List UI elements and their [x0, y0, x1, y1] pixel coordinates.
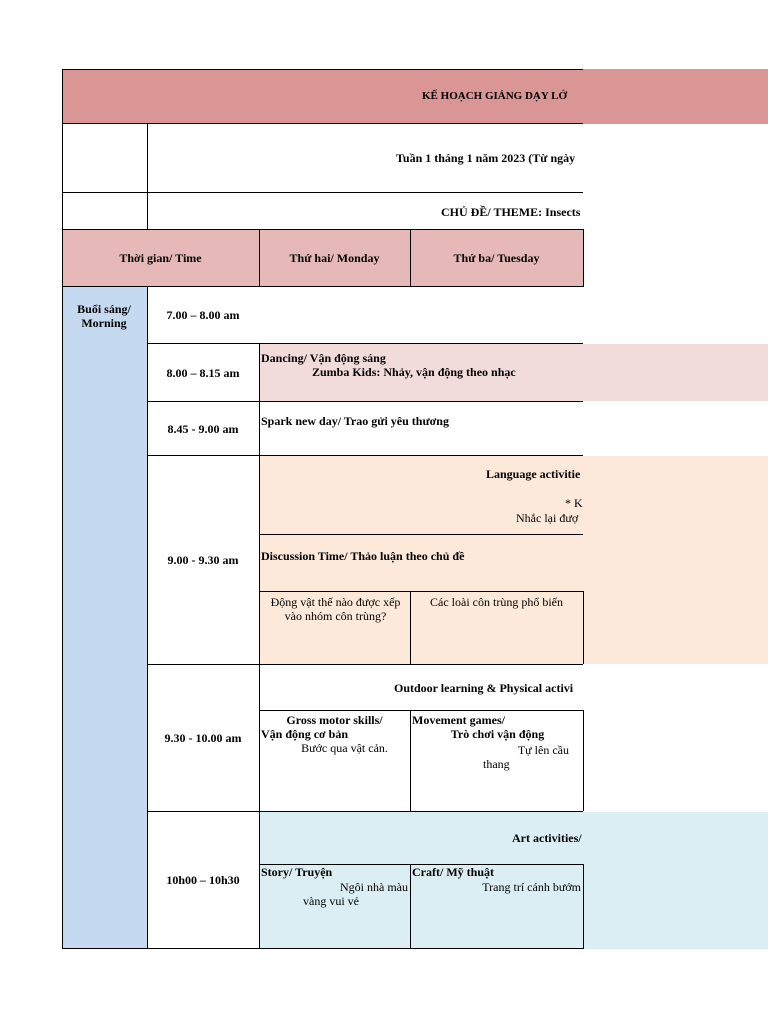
outdoor-learning-title: Outdoor learning & Physical activi — [394, 681, 574, 695]
story-body-2: vàng vui vẻ — [303, 894, 359, 908]
time-slot-5: 9.30 - 10.00 am — [164, 731, 242, 745]
theme-label: CHỦ ĐỀ/ THEME: Insects — [441, 205, 581, 219]
session-label: Buổi sáng/ Morning — [77, 302, 131, 330]
craft-title: Craft/ Mỹ thuật — [412, 865, 494, 879]
time-slot-2: 8.00 – 8.15 am — [166, 365, 240, 380]
language-sub-1: * K — [565, 496, 583, 510]
movement-games-title: Movement games/ — [412, 713, 505, 727]
discussion-tuesday: Các loài côn trùng phổ biến — [430, 595, 563, 609]
discussion-monday: Động vật thế nào được xếp vào nhóm côn trùng? — [270, 595, 401, 623]
gross-motor-activity: Bước qua vật cản. — [301, 741, 388, 755]
dancing-title: Dancing/ Vận động sáng — [261, 351, 386, 365]
gross-motor-subtitle: Vận động cơ bản — [261, 727, 349, 741]
movement-games-subtitle: Trò chơi vận động — [450, 727, 545, 741]
gross-motor-title: Gross motor skills/ — [286, 713, 383, 727]
language-activities-title: Language activitie — [486, 467, 581, 481]
story-title: Story/ Truyện — [261, 865, 333, 879]
page-title: KẾ HOẠCH GIẢNG DẠY LỚ — [422, 90, 568, 102]
time-slot-3: 8.45 - 9.00 am — [167, 421, 239, 436]
discussion-time-title: Discussion Time/ Thảo luận theo chủ đề — [261, 549, 465, 563]
time-slot-4: 9.00 - 9.30 am — [167, 553, 239, 567]
time-slot-6: 10h00 – 10h30 — [166, 873, 240, 887]
dancing-description: Zumba Kids: Nhảy, vận động theo nhạc — [312, 365, 516, 379]
language-sub-2: Nhắc lại đượ — [516, 511, 579, 525]
session-column — [62, 287, 147, 949]
column-header-monday: Thứ hai/ Monday — [289, 251, 380, 265]
spark-new-day: Spark new day/ Trao gửi yêu thương — [261, 414, 449, 428]
story-body-1: Ngôi nhà màu — [340, 880, 408, 894]
art-activities-title: Art activities/ — [512, 831, 582, 845]
movement-games-activity-2: thang — [483, 757, 510, 771]
movement-games-activity-1: Tự lên cầu — [517, 743, 569, 757]
time-slot-1: 7.00 – 8.00 am — [166, 308, 240, 322]
week-label: Tuần 1 tháng 1 năm 2023 (Từ ngày — [396, 151, 576, 165]
craft-body: Trang trí cánh bướm — [482, 880, 581, 894]
title-bar — [62, 69, 768, 124]
column-header-tuesday: Thứ ba/ Tuesday — [453, 251, 540, 265]
column-header-time: Thời gian/ Time — [119, 251, 202, 265]
